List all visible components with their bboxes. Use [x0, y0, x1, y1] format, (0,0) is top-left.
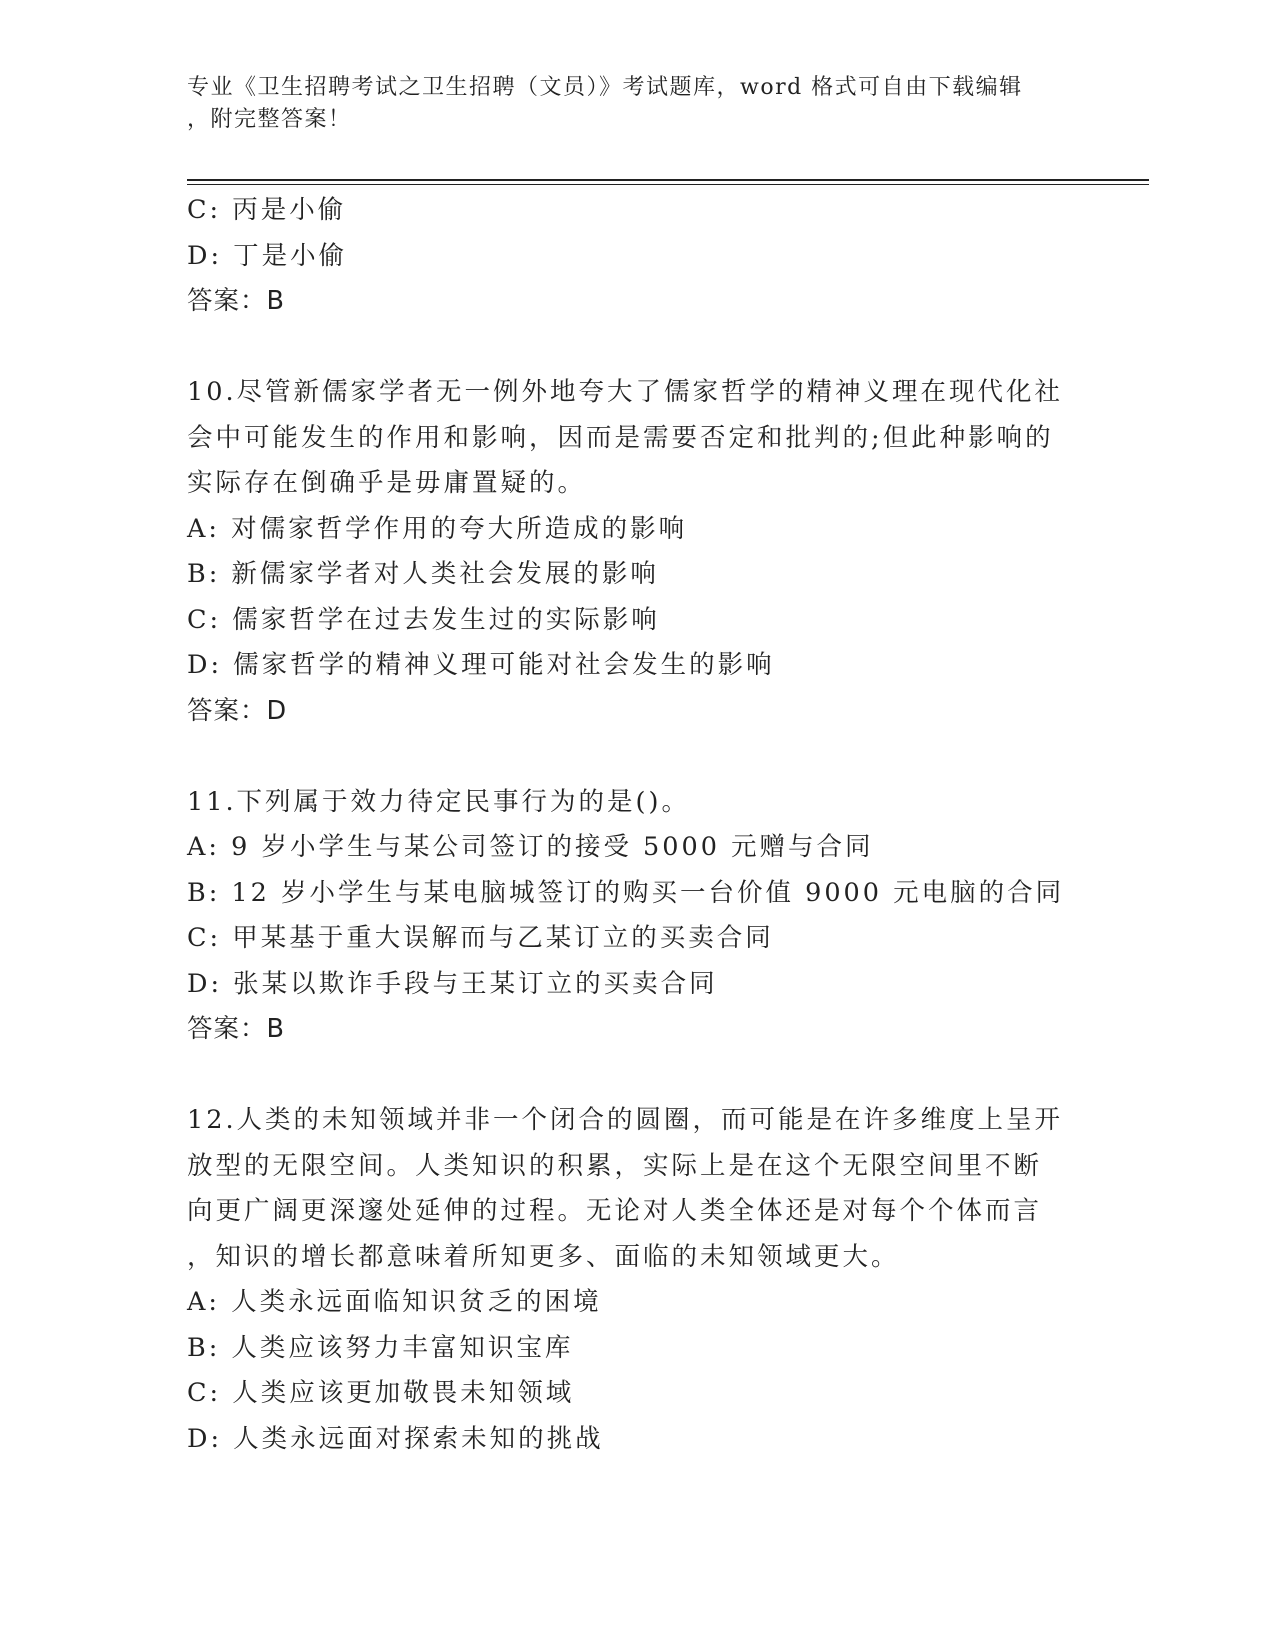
option-a: A: 9 岁小学生与某公司签订的接受 5000 元赠与合同 — [187, 832, 874, 862]
question-10 — [187, 370, 1087, 734]
header-line-2: ，附完整答案！ — [187, 107, 352, 132]
question-stem: 会中可能发生的作用和影响，因而是需要否定和批判的;但此种影响的 — [187, 422, 1054, 453]
question-12 — [187, 1098, 1087, 1462]
option-b: B: 人类应该努力丰富知识宝库 — [187, 1332, 574, 1363]
spacer — [187, 325, 1087, 371]
option-c: C: 人类应该更加敬畏未知领域 — [187, 1378, 575, 1408]
option-b: B: 12 岁小学生与某电脑城签订的购买一台价值 9000 元电脑的合同 — [187, 877, 1065, 908]
answer: 答案：B — [187, 286, 285, 316]
option-a: A: 对儒家哲学作用的夸大所造成的影响 — [187, 513, 688, 544]
option-c: C: 丙是小偷 — [187, 195, 347, 225]
header-line-1: 专业《卫生招聘考试之卫生招聘（文员）》考试题库，word 格式可自由下载编辑 — [187, 75, 1023, 100]
option-a: A: 人类永远面临知识贫乏的困境 — [187, 1287, 602, 1317]
option-d: D: 人类永远面对探索未知的挑战 — [187, 1423, 604, 1454]
option-c: C: 儒家哲学在过去发生过的实际影响 — [187, 604, 660, 635]
page-header — [187, 72, 1067, 136]
question-11 — [187, 780, 1087, 1053]
header-rule-thin — [187, 184, 1149, 185]
question-stem: 实际存在倒确乎是毋庸置疑的。 — [187, 468, 587, 498]
question-stem: 11.下列属于效力待定民事行为的是()。 — [187, 786, 690, 817]
option-d: D: 丁是小偷 — [187, 240, 348, 271]
answer: 答案：B — [187, 1014, 285, 1044]
option-c: C: 甲某基于重大误解而与乙某订立的买卖合同 — [187, 923, 774, 953]
header-rule-thick — [187, 179, 1149, 181]
question-stem: 12.人类的未知领域并非一个闭合的圆圈，而可能是在许多维度上呈开 — [187, 1105, 1064, 1135]
prev-question — [187, 188, 1087, 325]
question-stem: 向更广阔更深邃处延伸的过程。无论对人类全体还是对每个个体而言 — [187, 1196, 1043, 1226]
option-d: D: 儒家哲学的精神义理可能对社会发生的影响 — [187, 650, 775, 680]
question-stem: 放型的无限空间。人类知识的积累，实际上是在这个无限空间里不断 — [187, 1150, 1043, 1181]
spacer — [187, 1053, 1087, 1099]
option-b: B: 新儒家学者对人类社会发展的影响 — [187, 559, 659, 589]
spacer — [187, 734, 1087, 780]
question-stem: 10.尽管新儒家学者无一例外地夸大了儒家哲学的精神义理在现代化社 — [187, 377, 1064, 407]
question-stem: ，知识的增长都意味着所知更多、面临的未知领域更大。 — [187, 1241, 900, 1272]
answer: 答案：D — [187, 695, 288, 726]
question-content — [187, 188, 1087, 1462]
option-d: D: 张某以欺诈手段与王某订立的买卖合同 — [187, 968, 718, 999]
